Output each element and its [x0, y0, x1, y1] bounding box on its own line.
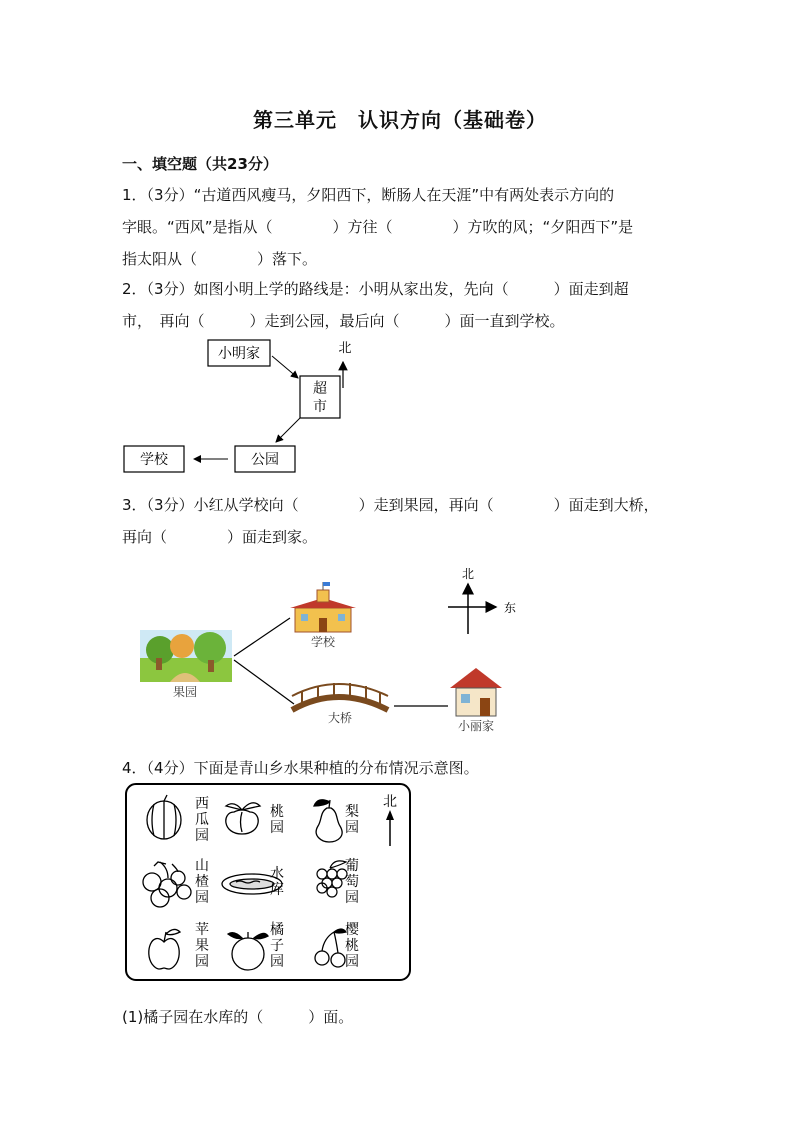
fruit-label-char: 楂	[195, 874, 209, 890]
q1-line-3: 指太阳从（ ）落下。	[122, 250, 318, 268]
market-label-1: 超	[313, 381, 327, 397]
fruit-label-char: 葡	[345, 858, 359, 874]
arrow-market-park	[276, 418, 300, 442]
fruit-label-char: 西	[195, 796, 209, 812]
school-label: 学校	[140, 452, 168, 468]
fruit-map-north-label: 北	[383, 794, 397, 810]
compass-east-label: 东	[503, 601, 517, 615]
fruit-map	[124, 782, 414, 984]
fruit-label-char: 园	[345, 890, 359, 906]
home-label: 小明家	[218, 346, 260, 362]
fruit-label-char: 园	[270, 820, 284, 836]
fruit-label-char: 山	[195, 858, 209, 874]
school-picture	[290, 582, 356, 632]
fruit-label-char: 桃	[345, 938, 359, 954]
bridge-picture	[292, 683, 388, 710]
fruit-label-char: 库	[270, 882, 284, 898]
fruit-label-char: 苹	[195, 922, 209, 938]
q3-line-1: 3．（3分）小红从学校向（ ）走到果园，再向（ ）面走到大桥，	[122, 496, 659, 514]
fruit-labels	[195, 796, 360, 970]
fruit-label-char: 樱	[345, 922, 359, 938]
orchard-picture	[140, 630, 232, 682]
watermelon-icon	[147, 795, 181, 839]
q4-sub-1: (1)橘子园在水库的（ ）面。	[122, 1008, 354, 1026]
route-diagram	[110, 330, 370, 480]
fruit-label-char: 果	[195, 938, 209, 954]
fruit-label-char: 园	[270, 954, 284, 970]
fruit-label-char: 水	[270, 866, 284, 882]
orchard-diagram	[130, 560, 530, 740]
fruit-label-char: 桃	[270, 804, 284, 820]
house-picture	[450, 668, 502, 716]
apple-icon	[149, 929, 180, 969]
market-label-2: 市	[313, 399, 327, 415]
hawthorn-icon	[143, 862, 191, 907]
fruit-label-char: 园	[345, 820, 359, 836]
grape-icon	[317, 861, 347, 897]
park-label: 公园	[251, 452, 279, 468]
fruit-label-char: 子	[270, 938, 284, 954]
cherry-icon	[315, 929, 346, 967]
section-heading: 一、填空题（共23分）	[122, 155, 278, 173]
compass-north-label: 北	[461, 567, 475, 581]
school-label-3: 学校	[310, 635, 336, 649]
pear-icon	[314, 800, 342, 842]
fruit-label-char: 瓜	[195, 812, 209, 828]
home-label-3: 小丽家	[457, 719, 495, 733]
fruit-label-char: 园	[195, 954, 209, 970]
fruit-label-char: 园	[195, 828, 209, 844]
fruit-label-char: 萄	[345, 874, 359, 890]
peach-icon	[226, 803, 260, 834]
orange-icon	[228, 932, 268, 970]
page-title: 第三单元 认识方向（基础卷）	[253, 108, 547, 132]
fruit-label-char: 梨	[345, 804, 359, 820]
q2-line-2: 市， 再向（ ）走到公园，最后向（ ）面一直到学校。	[122, 312, 565, 330]
bridge-label: 大桥	[327, 711, 353, 725]
q1-line-2: 字眼。“西风”是指从（ ）方往（ ）方吹的风；“夕阳西下”是	[122, 218, 634, 236]
q4-line-1: 4．（4分）下面是青山乡水果种植的分布情况示意图。	[122, 759, 479, 777]
orchard-label: 果园	[172, 685, 198, 699]
north-label: 北	[338, 341, 352, 356]
fruit-label-char: 橘	[270, 922, 284, 938]
line-orchard-bridge	[234, 660, 294, 704]
q2-line-1: 2．（3分）如图小明上学的路线是：小明从家出发，先向（ ）面走到超	[122, 280, 629, 298]
fruit-label-char: 园	[345, 954, 359, 970]
fruit-label-char: 园	[195, 890, 209, 906]
q3-line-2: 再向（ ）面走到家。	[122, 528, 318, 546]
line-orchard-school	[234, 618, 290, 656]
arrow-home-market	[272, 356, 298, 378]
q1-line-1: 1．（3分）“古道西风瘦马，夕阳西下，断肠人在天涯”中有两处表示方向的	[122, 186, 615, 204]
